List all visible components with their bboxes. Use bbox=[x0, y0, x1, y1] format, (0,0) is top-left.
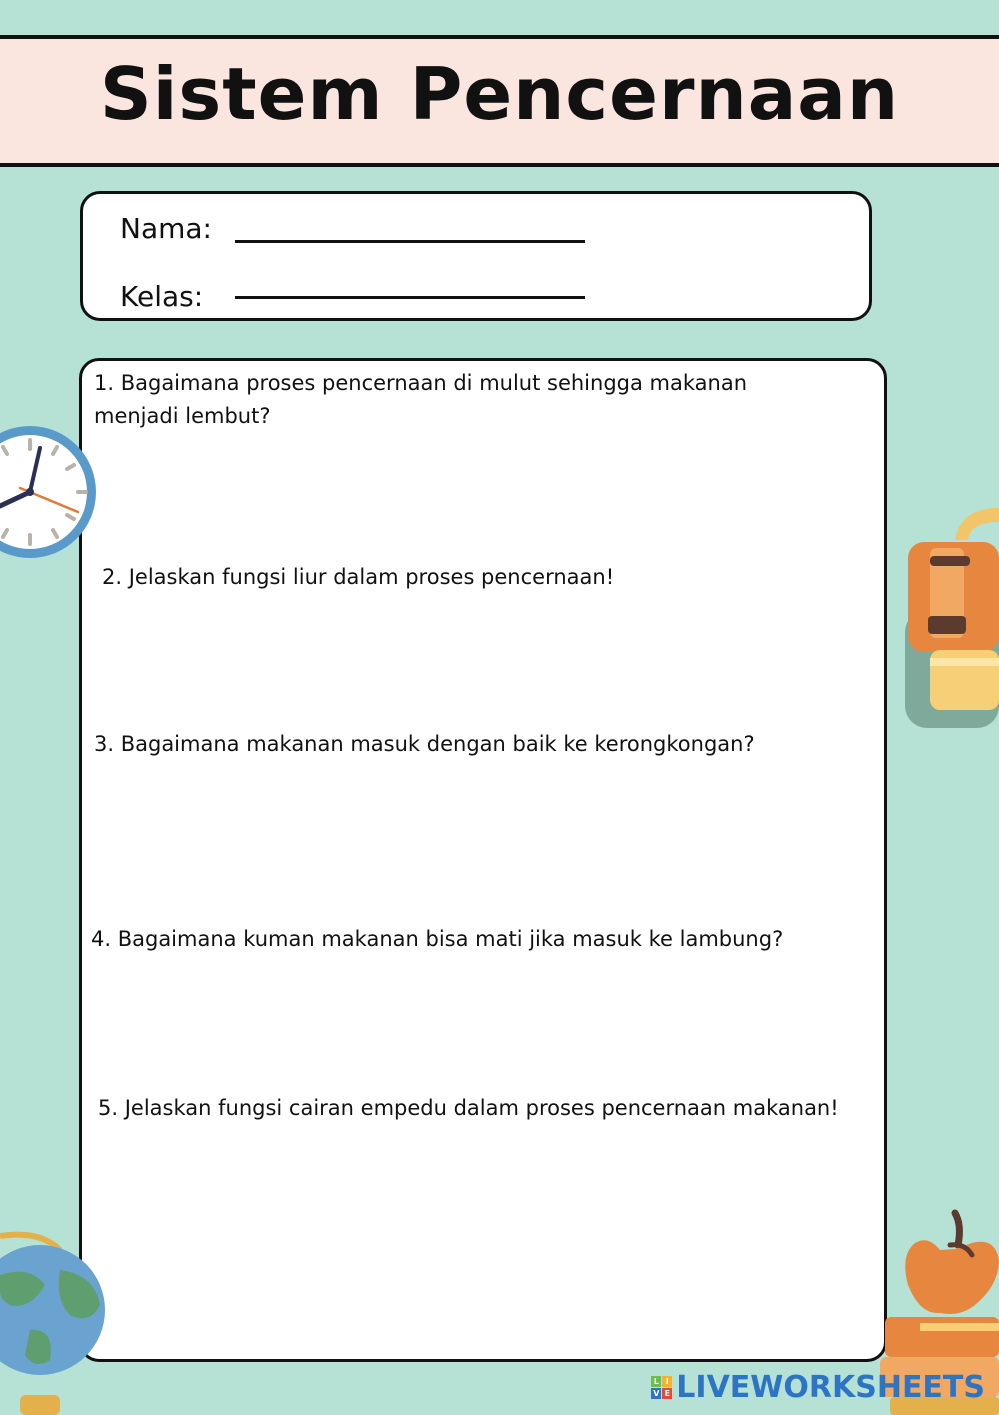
question-5: 5. Jelaskan fungsi cairan empedu dalam proses pencernaan makanan! bbox=[98, 1096, 839, 1120]
backpack-icon bbox=[900, 500, 999, 730]
name-input-line[interactable] bbox=[235, 240, 585, 243]
identity-card bbox=[80, 191, 872, 321]
globe-icon bbox=[0, 1230, 110, 1415]
liveworksheets-watermark bbox=[651, 1370, 985, 1405]
clock-icon bbox=[0, 420, 100, 565]
questions-card bbox=[79, 358, 887, 1362]
question-3: 3. Bagaimana makanan masuk dengan baik ke kerongkongan? bbox=[94, 732, 755, 756]
class-input-line[interactable] bbox=[235, 296, 585, 299]
question-2: 2. Jelaskan fungsi liur dalam proses pencernaan! bbox=[102, 565, 615, 589]
name-label: Nama: bbox=[120, 212, 212, 245]
page-title: Sistem Pencernaan bbox=[99, 52, 900, 136]
question-1: 1. Bagaimana proses pencernaan di mulut sehingga makanan menjadi lembut? bbox=[94, 371, 747, 428]
class-label: Kelas: bbox=[120, 280, 204, 313]
watermark-text: LIVEWORKSHEETS bbox=[676, 1370, 985, 1405]
question-4: 4. Bagaimana kuman makanan bisa mati jika masuk ke lambung? bbox=[91, 927, 784, 951]
liveworksheets-logo-icon: L I V E bbox=[651, 1376, 672, 1399]
